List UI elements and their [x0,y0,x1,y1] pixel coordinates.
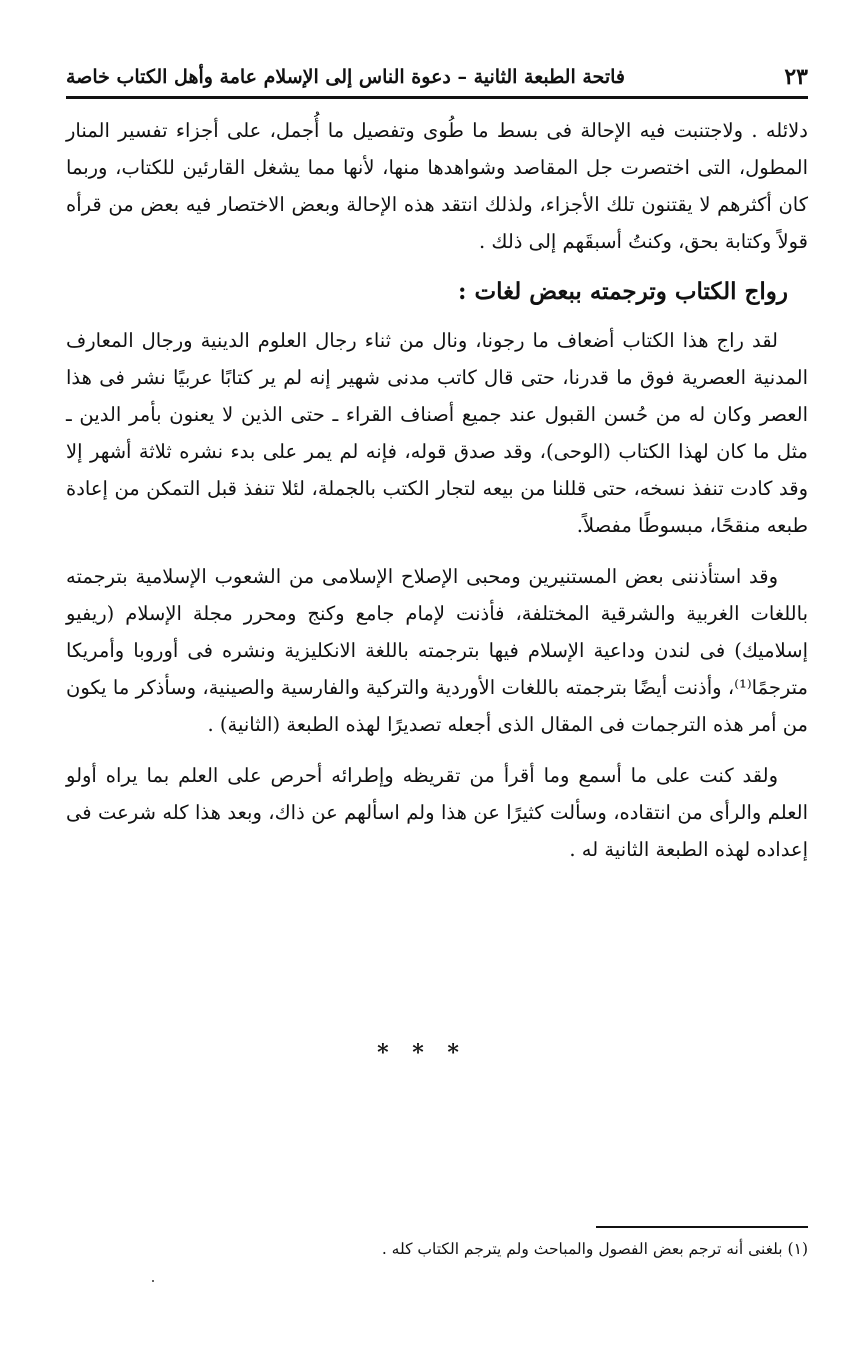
page-body [66,112,808,882]
paragraph-continuation: دلائله . ولاجتنبت فيه الإحالة فى بسط ما طُوى وتفصيل ما أُجمل، على أجزاء تفسير المنار المطول، التى اختصرت جل المقاصد وشواهدها منها، لأنها مما يشغل القارئين للكتاب، وربما كان أكثرهم لا يقتنون تلك الأجزاء، ولذلك انتقد هذه الإحالة وبعض الاختصار فيه بعض من قرأه قولاً وكتابة بحق، وكنتُ أسبقَهم إلى ذلك . [66,119,808,253]
section-paragraph: وقد استأذننى بعض المستنيرين ومحبى الإصلاح الإسلامى من الشعوب الإسلامية بترجمته باللغات الغربية والشرقية المختلفة، فأذنت لإمام جامع وكنج ومحرر مجلة الإسلام (ريفيو إسلاميك) فى لندن وداعية الإسلام فيها بترجمته باللغة الانكليزية ونشره فى أوروبا وأمريكا مترجمًا⁽¹⁾، وأذنت أيضًا بترجمته باللغات الأوردية والتركية والفارسية والصينية، وسأذكر ما يكون من أمر هذه الترجمات فى المقال الذى أجعله تصديرًا لهذه الطبعة (الثانية) . [66,565,808,736]
section-separator: * * * [377,1040,467,1066]
print-speck [152,1280,154,1282]
footnote-divider [596,1226,808,1228]
running-title: فاتحة الطبعة الثانية – دعوة الناس إلى الإسلام عامة وأهل الكتاب خاصة [66,66,625,88]
page-header [66,58,808,99]
page-number: ٢٣ [784,64,808,90]
section-paragraph: ولقد كنت على ما أسمع وما أقرأ من تقريظه وإطرائه أحرص على العلم بما يراه أولو العلم والرأى من انتقاده، وسألت كثيرًا عن هذا ولم اسألهم عن ذاك، وبعد هذا كله شرعت فى إعداده لهذه الطبعة الثانية له . [66,764,808,861]
section-paragraph: لقد راج هذا الكتاب أضعاف ما رجونا، ونال من ثناء رجال العلوم الدينية ورجال المعارف المدنية العصرية فوق ما قدرنا، حتى قال كاتب مدنى شهير إنه لم ير كتابًا عربيًا نشر فى هذا العصر وكان له من حُسن القبول عند جميع أصناف القراء ـ حتى الذين لا يعنون بأمر الدين ـ مثل ما كان لهذا الكتاب (الوحى)، وقد صدق قوله، فإنه لم يمر على بدء نشره ثلاثة أشهر إلا وقد كادت تنفذ نسخه، حتى قللنا من بيعه لتجار الكتب بالجملة، لئلا تنفذ قبل التمكن من إعادة طبعه منقحًا، مبسوطًا مفصلاً. [66,329,808,537]
footnote: (١) بلغنى أنه ترجم بعض الفصول والمباحث ولم يترجم الكتاب كله . [381,1240,808,1258]
section-heading: رواج الكتاب وترجمته ببعض لغات : [457,278,788,305]
